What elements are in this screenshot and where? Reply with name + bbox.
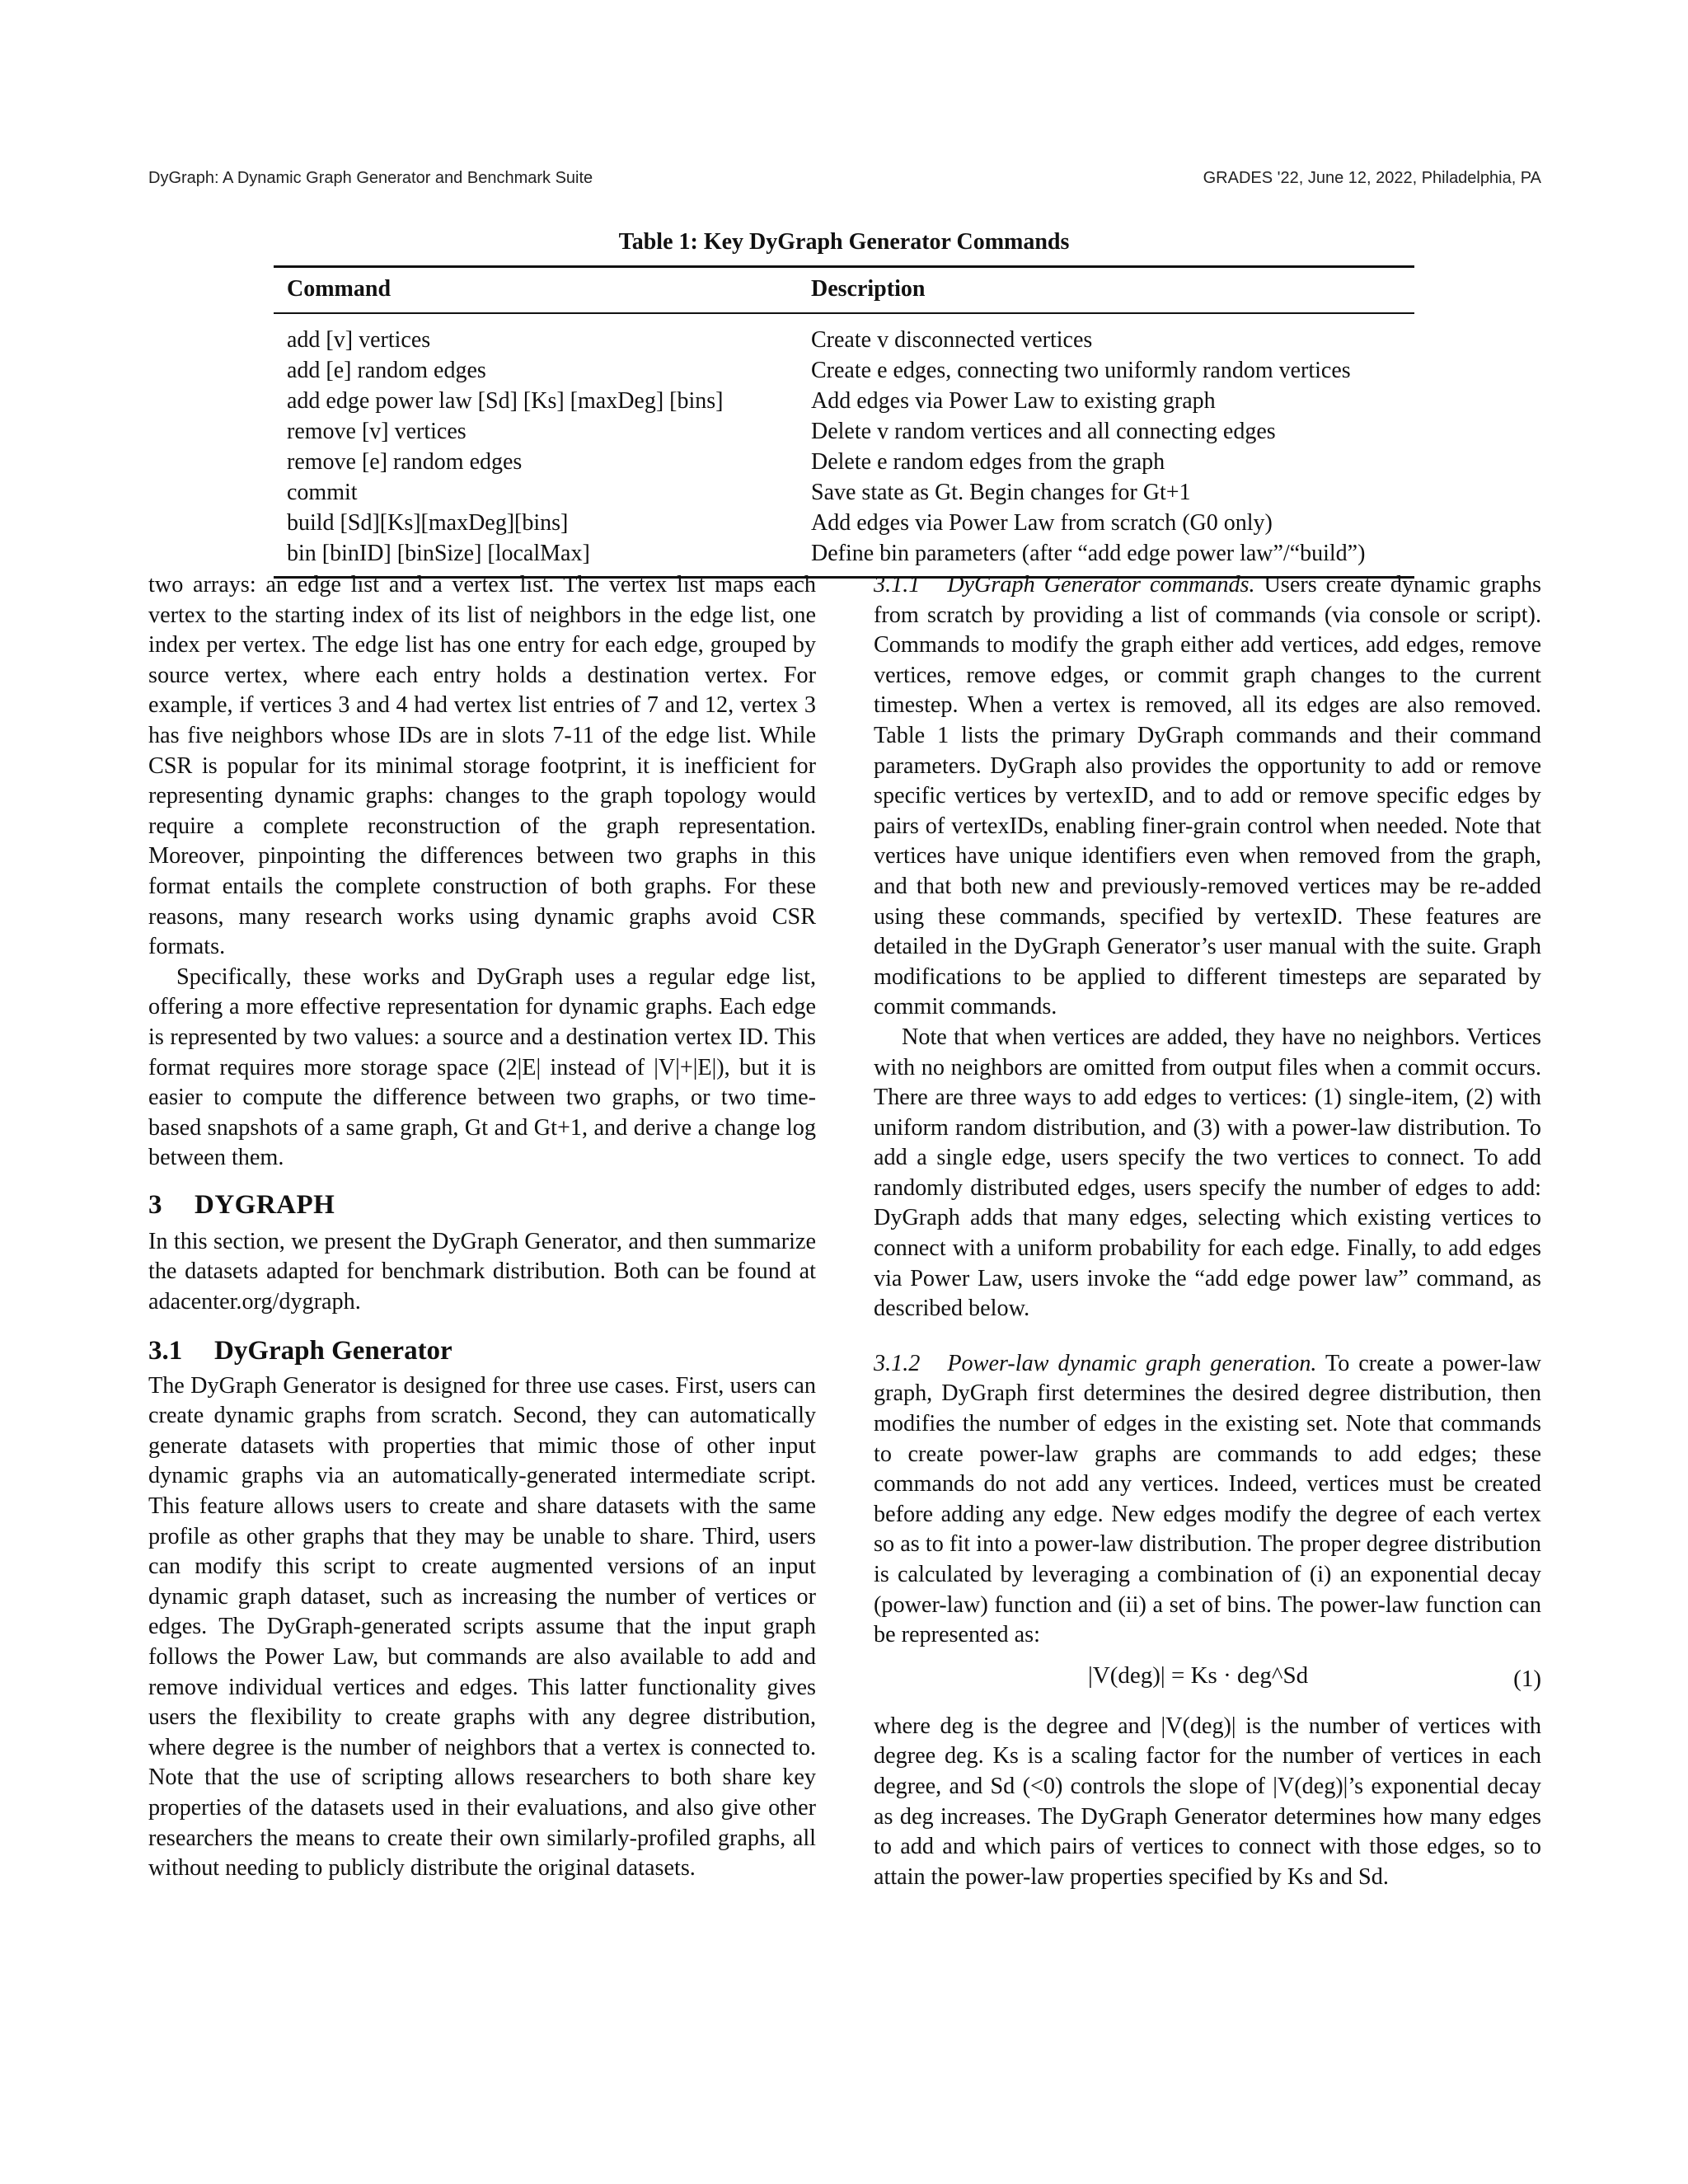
table-row	[274, 313, 1414, 355]
description-cell: Delete v random vertices and all connecting edges	[811, 419, 1276, 444]
table-row	[274, 416, 1414, 447]
table-row	[274, 447, 1414, 477]
description-cell: Create v disconnected vertices	[811, 327, 1093, 353]
paragraph: Note that when vertices are added, they have no neighbors. Vertices with no neighbors are omitted from output files when a commit occurs. There are three ways to add edges to vertices: (1) single-item, (2) with uniform random distribution, and (3) with a power-law distribution. To add a single edge, users specify the two vertices to connect. To add randomly distributed edges, users specify the number of edges to add: DyGraph adds that many edges, selecting which existing vertices to connect with a uniform probability for each edge. Finally, to add edges via Power Law, users invoke the “add edge power law” command, as described below.	[874, 1024, 1541, 1322]
table-row	[274, 355, 1414, 386]
table-row	[274, 477, 1414, 508]
paragraph-text: Users create dynamic graphs from scratch by providing a list of commands (via console or script). Commands to modify the graph either add vertices, add edges, remove vertices, remove edges, or commit graph changes to the current timestep. When a vertex is removed, all its edges are also removed. Table 1 lists the primary DyGraph commands and their command parameters. DyGraph also provides the opportunity to add or remove specific vertices by vertexID, and to add or remove specific edges by pairs of vertexIDs, enabling finer-grain control when needed. Note that vertices have unique identifiers even when removed from the graph, and that both new and previously-removed vertices may be re-added using these commands, specified by vertexID. These features are detailed in the DyGraph Generator’s user manual with the suite. Graph modifications to be applied to different timesteps are separated by commit commands.	[874, 572, 1541, 1020]
table-row	[274, 508, 1414, 538]
commands-table	[274, 229, 1414, 579]
equation-number: (1)	[1513, 1665, 1541, 1692]
command-cell: commit	[287, 480, 358, 505]
command-cell: bin [binID] [binSize] [localMax]	[287, 541, 590, 566]
section-heading	[148, 1190, 816, 1221]
left-column	[148, 570, 816, 1884]
subsubsection-title: Power-law dynamic graph generation.	[947, 1350, 1317, 1376]
table-row	[274, 386, 1414, 416]
subsubsection-number: 3.1.2	[874, 1350, 921, 1376]
subsubsection-number: 3.1.1	[874, 572, 921, 598]
paragraph: where deg is the degree and |V(deg)| is the number of vertices with degree deg. Ks is a scaling factor for the number of vertices in each degree, and Sd (<0) controls the slope of |V(deg)|’s exponential decay as deg increases. The DyGraph Generator determines how many edges to add and which pairs of vertices to connect with those edges, so to attain the power-law properties specified by Ks and Sd.	[874, 1713, 1541, 1890]
command-cell: add edge power law [Sd] [Ks] [maxDeg] [bins]	[287, 388, 724, 414]
paragraph-3-1-2	[874, 1349, 1541, 1651]
paragraph: Specifically, these works and DyGraph uses a regular edge list, offering a more effective representation for dynamic graphs. Each edge is represented by two values: a source and a destination vertex ID. This format requires more storage space (2|E| instead of |V|+|E|), but it is easier to compute the difference between two graphs, or two time-based snapshots of a same graph, Gt and Gt+1, and derive a change log between them.	[148, 963, 816, 1171]
command-cell: add [e] random edges	[287, 358, 486, 383]
command-cell: remove [v] vertices	[287, 419, 467, 444]
equation-body: |V(deg)| = Ks · deg^Sd	[1088, 1661, 1309, 1689]
command-cell: remove [e] random edges	[287, 449, 523, 475]
running-head-left: DyGraph: A Dynamic Graph Generator and Benchmark Suite	[148, 169, 593, 187]
description-cell: Define bin parameters (after “add edge power law”/“build”)	[811, 541, 1366, 566]
description-cell: Add edges via Power Law from scratch (G0 only)	[811, 510, 1273, 536]
command-cell: add [v] vertices	[287, 327, 431, 353]
subsubsection-title: DyGraph Generator commands.	[947, 572, 1255, 598]
description-cell: Delete e random edges from the graph	[811, 449, 1165, 475]
paragraph-text: To create a power-law graph, DyGraph first determines the desired degree distribution, then modifies the number of edges in the existing set. Note that commands to create power-law graphs are commands to add edges; these commands do not add any vertices. Indeed, vertices must be created before adding any edge. New edges modify the degree of each vertex so as to fit into a power-law distribution. The proper degree distribution is calculated by leveraging a combination of (i) an exponential decay (power-law) function and (ii) a set of bins. The power-law function can be represented as:	[874, 1350, 1541, 1648]
paragraph-3-1-1	[874, 570, 1541, 1023]
right-column	[874, 570, 1541, 1892]
table-header-command: Command	[287, 276, 392, 302]
table-header-row	[274, 267, 1414, 314]
subsection-number: 3.1	[148, 1335, 183, 1366]
table-caption: Table 1: Key DyGraph Generator Commands	[618, 229, 1070, 255]
table-header-description: Description	[811, 276, 926, 302]
description-cell: Create e edges, connecting two uniformly random vertices	[811, 358, 1351, 383]
paragraph: two arrays: an edge list and a vertex list. The vertex list maps each vertex to the starting index of its list of neighbors in the edge list, one index per vertex. The edge list has one entry for each edge, grouped by source vertex, where each entry holds a destination vertex. For example, if vertices 3 and 4 had vertex list entries of 7 and 12, vertex 3 has five neighbors whose IDs are in slots 7-11 of the edge list. While CSR is popular for its minimal storage footprint, it is inefficient for representing dynamic graphs: changes to the graph topology would require a complete reconstruction of the graph representation. Moreover, pinpointing the differences between two graphs in this format entails the complete construction of both graphs. For these reasons, many research works using dynamic graphs avoid CSR formats.	[148, 572, 816, 960]
description-cell: Add edges via Power Law to existing graph	[811, 388, 1216, 414]
subsection-heading	[148, 1336, 816, 1366]
paragraph: In this section, we present the DyGraph Generator, and then summarize the datasets adapted for benchmark distribution. Both can be found at adacenter.org/dygraph.	[148, 1228, 816, 1315]
command-cell: build [Sd][Ks][maxDeg][bins]	[287, 510, 569, 536]
subsection-title: DyGraph Generator	[214, 1335, 452, 1366]
paragraph: The DyGraph Generator is designed for three use cases. First, users can create dynamic graphs from scratch. Second, they can automatically generate datasets with properties that mimic those of other input dynamic graphs via an automatically-generated intermediate script. This feature allows users to create and share datasets with the same profile as other graphs that they may be unable to share. Third, users can modify this script to create augmented versions of an input dynamic graph dataset, such as increasing the number of vertices or edges. The DyGraph-generated scripts assume that the input graph follows the Power Law, but commands are also available to add and remove individual vertices and edges. This latter functionality gives users the flexibility to create graphs with any degree distribution, where degree is the number of neighbors that a vertex is connected to. Note that the use of scripting allows researchers to both share key properties of the datasets used in their evaluations, and also give other researchers the means to create their own similarly-profiled graphs, all without needing to publicly distribute the original datasets.	[148, 1372, 816, 1882]
description-cell: Save state as Gt. Begin changes for Gt+1	[811, 480, 1191, 505]
equation	[874, 1657, 1541, 1707]
section-number: 3	[148, 1189, 162, 1220]
section-title: DYGRAPH	[195, 1189, 335, 1220]
running-head-right: GRADES '22, June 12, 2022, Philadelphia, PA	[1203, 169, 1541, 187]
